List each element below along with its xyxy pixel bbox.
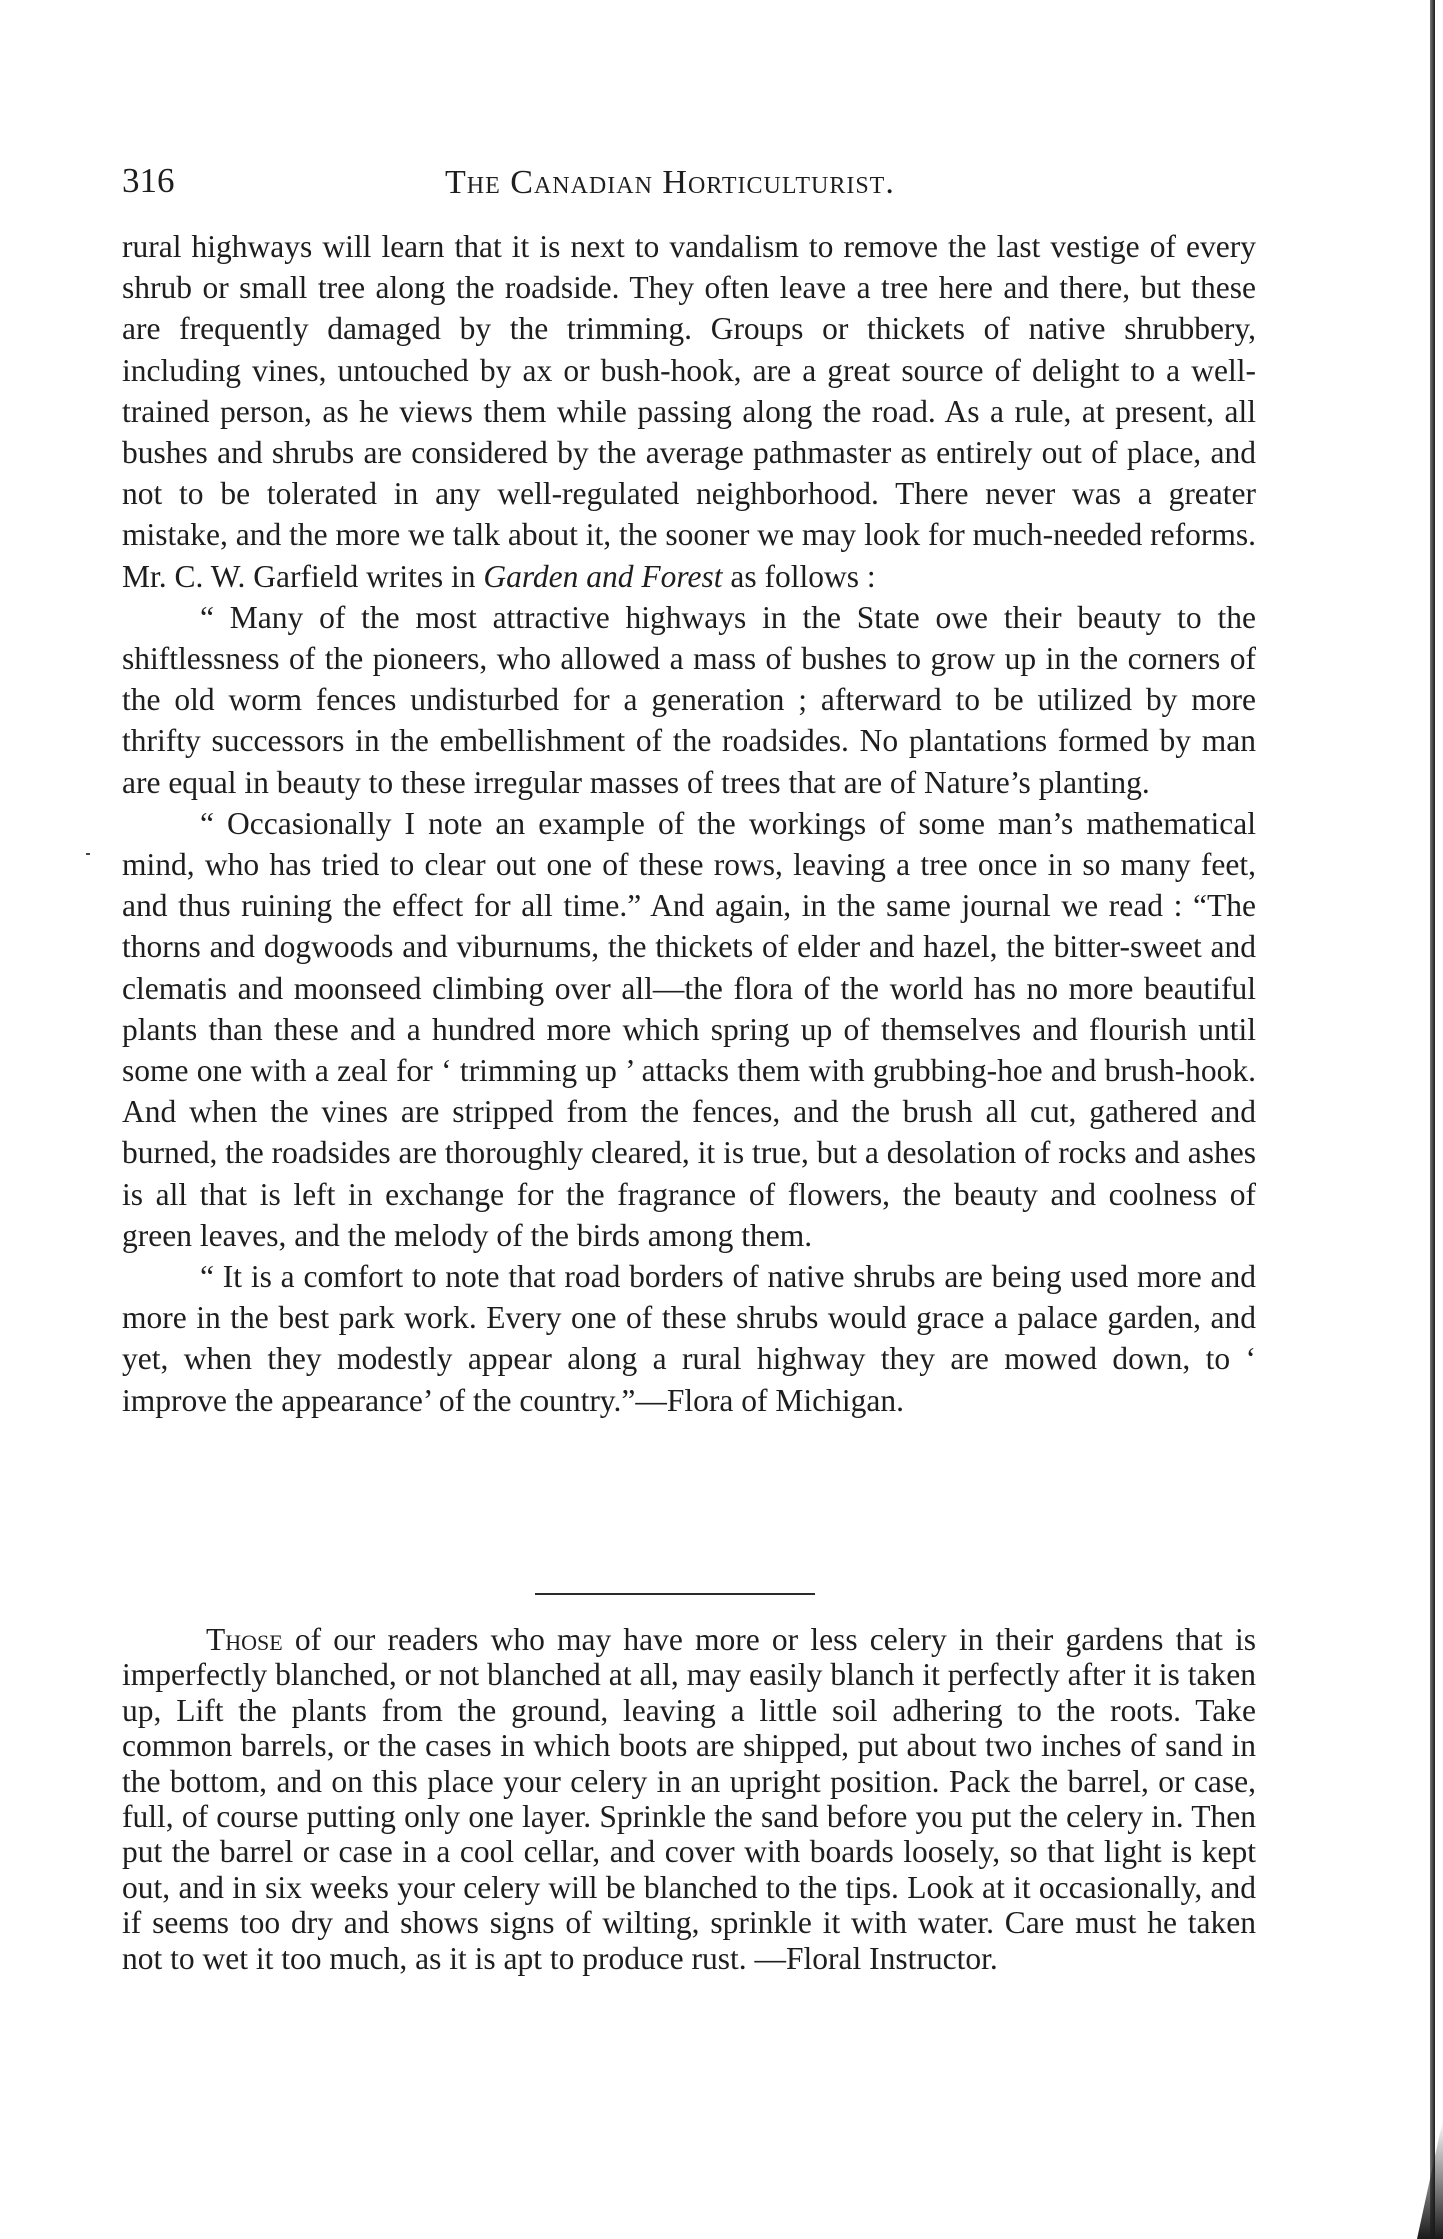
article-paragraph-4: “ It is a comfort to note that road borders of native shrubs are being used more and more in the best park work. Every one of these shrubs would grace a palace garden, and yet, when they modestly appear along a rural highway they are mowed down, to ‘ improve the appearance’ of the country.”—Flora of Michigan.: [122, 1259, 1256, 1418]
page-binding-edge: [1430, 0, 1435, 2239]
publication-title: Garden and Forest: [483, 558, 723, 594]
celery-paragraph: [122, 1622, 1256, 1976]
article-paragraph-3: “ Occasionally I note an example of the workings of some man’s mathematical mind, who has tried to clear out one of these rows, leaving a tree once in so many feet, and thus ruining the effect for all time.” And again, in the same journal we read : “The thorns and dogwoods and viburnums, the thickets of elder and hazel, the bitter-sweet and clematis and moonseed climbing over all—the flora of the world has no more beautiful plants than these and a hundred more which spring up of themselves and flourish until some one with a zeal for ‘ trimming up ’ attacks them with grubbing-hoe and brush-hook. And when the vines are stripped from the fences, and the brush all cut, gathered and burned, the roadsides are thoroughly cleared, it is true, but a desolation of rocks and ashes is all that is left in exchange for the fragrance of flowers, the beauty and coolness of green leaves, and the melody of the birds among them.: [122, 805, 1256, 1253]
page-number: 316: [122, 161, 175, 200]
paragraph-1-text: rural highways will learn that it is next to vandalism to remove the last vestige of every shrub or small tree along the roadside. They often leave a tree here and there, but these are frequently damaged by the trimming. Groups or thickets of native shrubbery, including vines, untouched by ax or bush-hook, are a great source of delight to a well-trained person, as he views them while passing along the road. As a rule, at present, all bushes and shrubs are considered by the average pathmaster as entirely out of place, and not to be tolerated in any well-regulated neighborhood. There never was a greater mistake, and the more we talk about it, the sooner we may look for much-needed reforms. Mr. C. W. Garfield writes in: [122, 229, 1256, 594]
stray-ink-mark: [86, 853, 90, 855]
article-paragraph-2: “ Many of the most attractive highways in the State owe their beauty to the shiftlessness of the pioneers, who allowed a mass of bushes to grow up in the corners of the old worm fences undisturbed for a generation ; afterward to be utilized by more thrifty successors in the embellishment of the roadsides. No plantations formed by man are equal in beauty to these irregular masses of trees that are of Nature’s planting.: [122, 599, 1256, 800]
page-header: [122, 160, 1256, 210]
article-roadside-shrubs: [122, 226, 1256, 1421]
celery-text: of our readers who may have more or less celery in their gardens that is imperfectly blanched, or not blanched at all, may easily blanch it perfectly after it is taken up, Lift the plants from the ground, leaving a little soil adhering to the roots. Take common barrels, or the cases in which boots are shipped, put about two inches of sand in the bottom, and on this place your celery in an upright position. Pack the barrel, or case, full, of course putting only one layer. Sprinkle the sand before you put the celery in. Then put the barrel or case in a cool cellar, and cover with boards loosely, so that light is kept out, and in six weeks your celery will be blanched to the tips. Look at it occasionally, and if seems too dry and shows signs of wilting, sprinkle it with water. Care must he taken not to wet it too much, as it is apt to produce rust. —Floral Instructor.: [122, 1622, 1257, 1976]
article-paragraph-1: [122, 226, 1256, 597]
paragraph-1-ending: as follows :: [730, 558, 876, 594]
running-title: The Canadian Horticulturist.: [445, 164, 895, 201]
section-divider: [535, 1593, 815, 1595]
lead-word: Those: [206, 1622, 283, 1657]
article-celery-blanching: [122, 1622, 1256, 1976]
